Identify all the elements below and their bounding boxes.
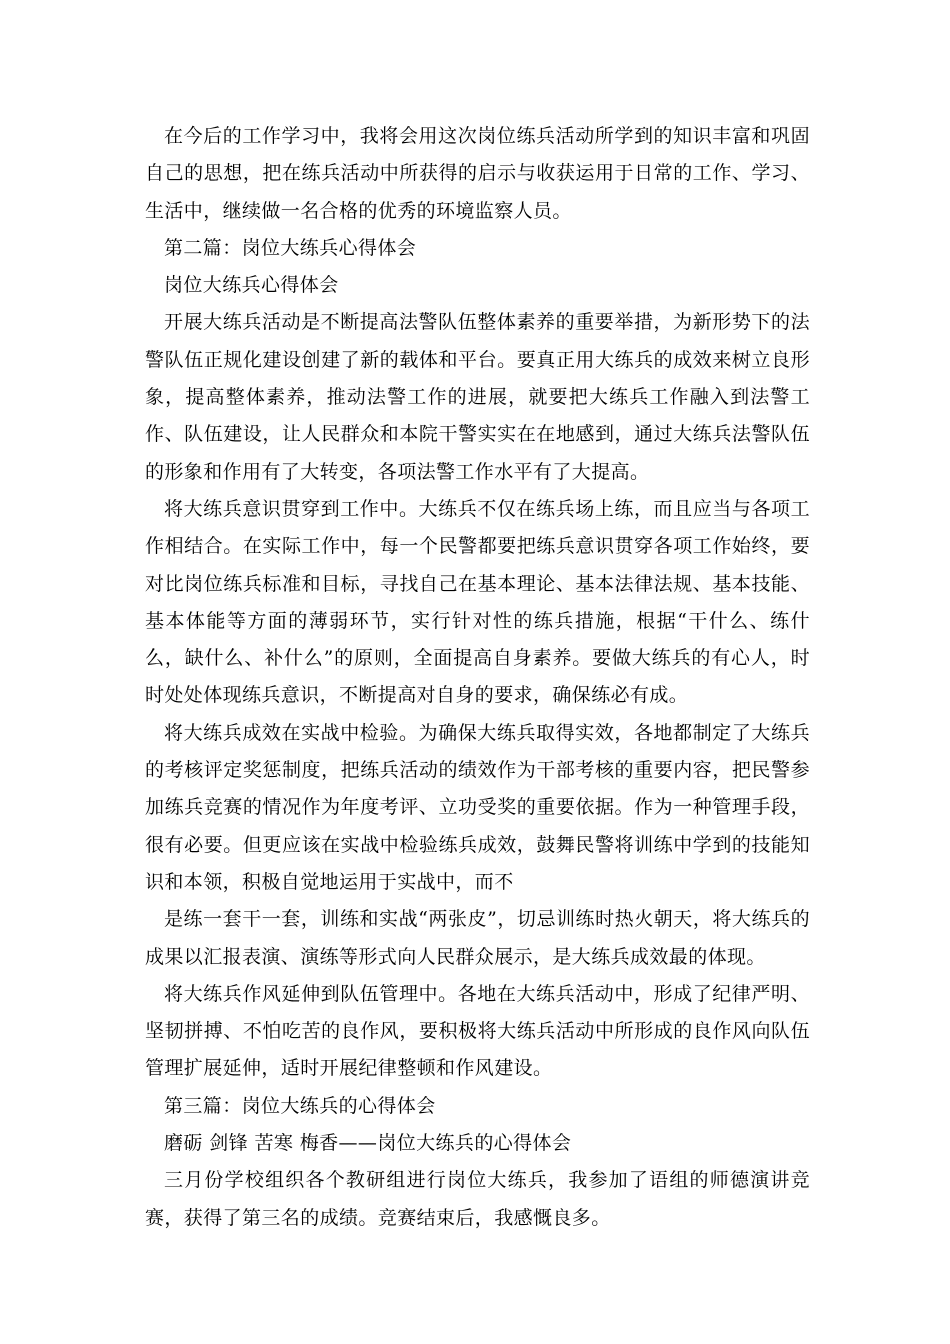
article-title-second: 岗位大练兵心得体会 bbox=[164, 274, 339, 297]
paragraph-closing-first-article: 在今后的工作学习中，我将会用这次岗位练兵活动所学到的知识丰富和巩固自己的思想，把在练兵活动中所获得的启示与收获运用于日常的工作、学习、生活中，继续做一名合格的优秀的环境监察人员。 bbox=[145, 125, 810, 222]
article-title-third: 磨砺 剑锋 苦寒 梅香——岗位大练兵的心得体会 bbox=[164, 1132, 572, 1155]
paragraph-intro: 开展大练兵活动是不断提高法警队伍整体素养的重要举措，为新形势下的法警队伍正规化建设创建了新的载体和平台。要真正用大练兵的成效来树立良形象，提高整体素养，推动法警工作的进展，就要把大练兵工作融入到法警工作、队伍建设，让人民群众和本院干警实实在在地感到，通过大练兵法警队伍的形象和作用有了大转变，各项法警工作水平有了大提高。 bbox=[145, 311, 810, 483]
section-heading-third: 第三篇：岗位大练兵的心得体会 bbox=[164, 1094, 436, 1117]
paragraph-style: 将大练兵作风延伸到队伍管理中。各地在大练兵活动中，形成了纪律严明、坚韧拼搏、不怕吃苦的良作风，要积极将大练兵活动中所形成的良作风向队伍管理扩展延伸，适时开展纪律整顿和作风建设。 bbox=[145, 982, 810, 1080]
paragraph-effectiveness: 将大练兵成效在实战中检验。为确保大练兵取得实效，各地都制定了大练兵的考核评定奖惩制度，把练兵活动的绩效作为干部考核的重要内容，把民警参加练兵竞赛的情况作为年度考评、立功受奖的重要依据。作为一种管理手段，很有必要。但更应该在实战中检验练兵成效，鼓舞民警将训练中学到的技能知识和本领，积极自觉地运用于实战中，而不 bbox=[145, 721, 810, 893]
paragraph-continuation: 是练一套干一套，训练和实战“两张皮”，切忌训练时热火朝天，将大练兵的成果以汇报表演、演练等形式向人民群众展示，是大练兵成效最的体现。 bbox=[145, 908, 810, 968]
paragraph-competition: 三月份学校组织各个教研组进行岗位大练兵，我参加了语组的师德演讲竞赛，获得了第三名的成绩。竞赛结束后，我感慨良多。 bbox=[145, 1169, 810, 1229]
document-body bbox=[145, 118, 810, 1237]
paragraph-awareness: 将大练兵意识贯穿到工作中。大练兵不仅在练兵场上练，而且应当与各项工作相结合。在实际工作中，每一个民警都要把练兵意识贯穿各项工作始终，要对比岗位练兵标准和目标，寻找自己在基本理论、基本法律法规、基本技能、基本体能等方面的薄弱环节，实行针对性的练兵措施，根据“干什么、练什么，缺什么、补什么”的原则，全面提高自身素养。要做大练兵的有心人，时时处处体现练兵意识，不断提高对自身的要求，确保练必有成。 bbox=[145, 497, 810, 707]
section-heading-second: 第二篇：岗位大练兵心得体会 bbox=[164, 236, 417, 259]
